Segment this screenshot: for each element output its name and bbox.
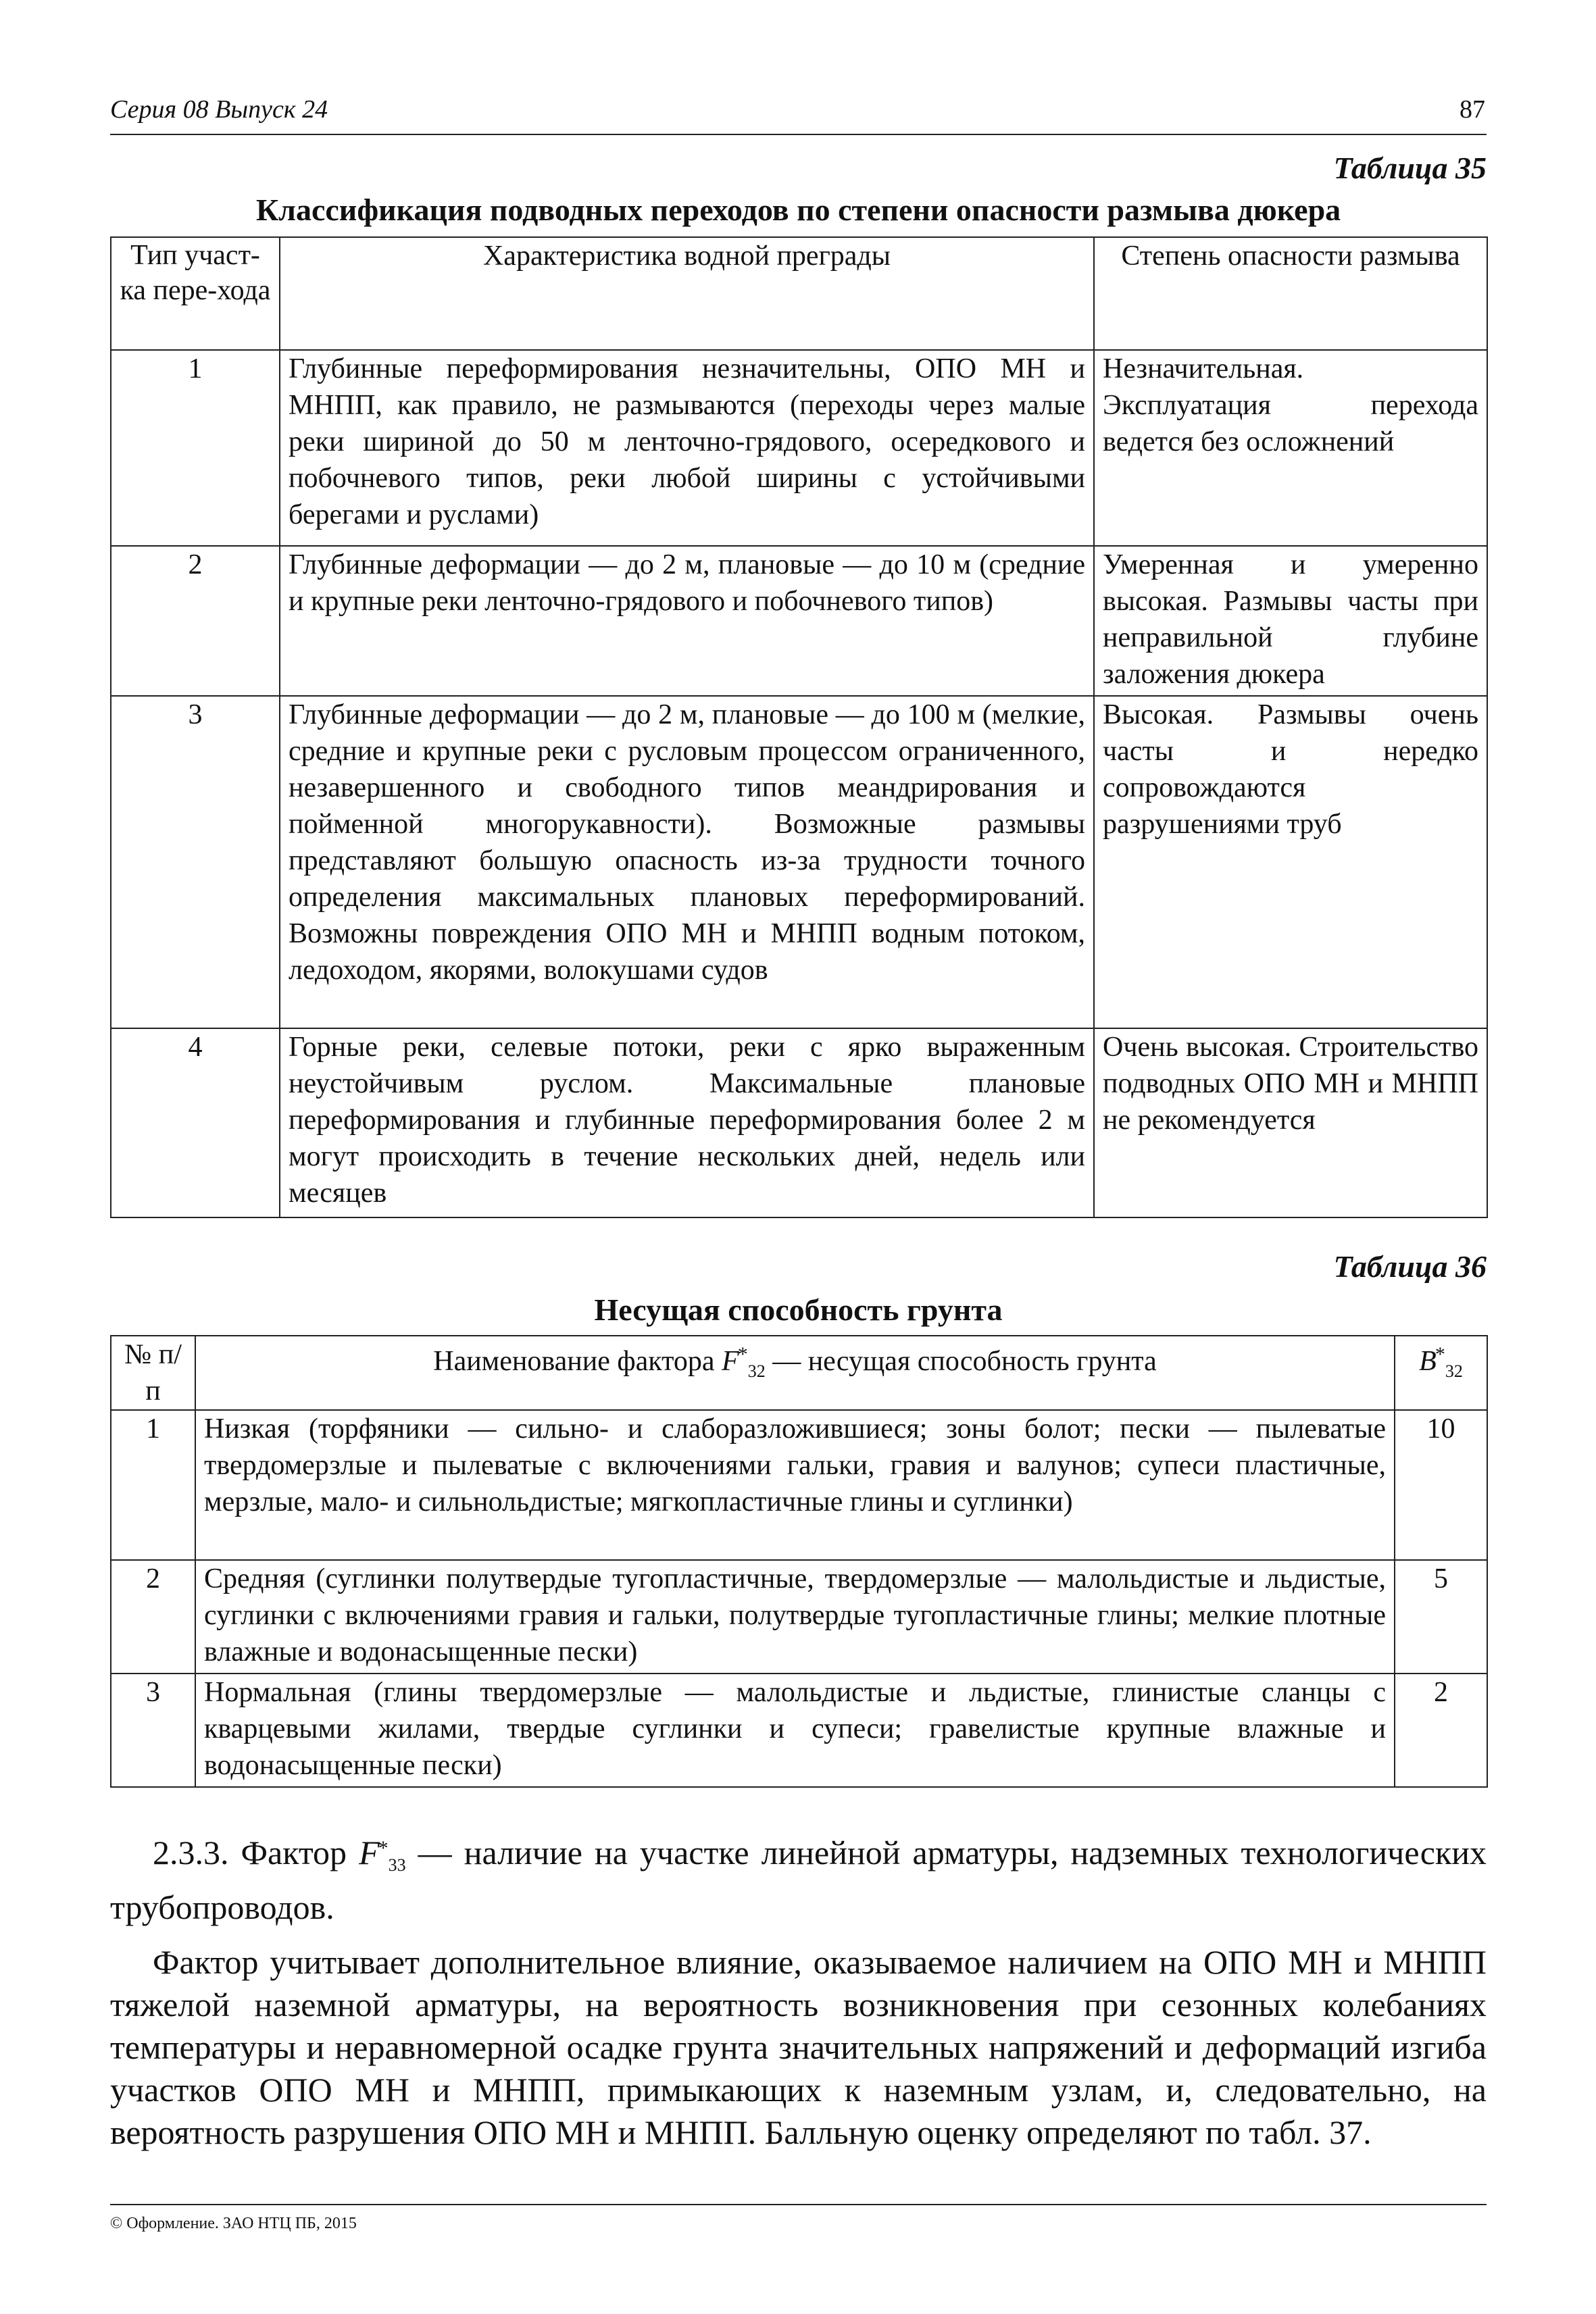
- table35-row-type: 3: [111, 696, 280, 1028]
- table35-header-characteristic: Характеристика водной преграды: [280, 237, 1094, 350]
- table35-row-danger: Незначительная. Эксплуатация перехода ведется без осложнений: [1094, 350, 1487, 546]
- table36: [110, 1335, 1488, 1788]
- table36-row-score: 10: [1395, 1410, 1487, 1560]
- table35-row-danger: Высокая. Размывы очень часты и нередко сопровождаются разрушениями труб: [1094, 696, 1487, 1028]
- table36-row-name: Средняя (суглинки полутвердые тугопластичные, твердомерзлые — малольдистые и льдистые, суглинки с включениями гравия и гальки, полутвердые тугопластичные глины; мелкие плотные влажные и водонасыщенные пески): [195, 1560, 1395, 1674]
- table-row: [111, 1560, 1487, 1674]
- table36-row-name: Нормальная (глины твердомерзлые — малольдистые и льдистые, глинистые сланцы с кварцевыми жилами, твердые суглинки и супеси; гравелистые крупные влажные и водонасыщенные пески): [195, 1674, 1395, 1787]
- table35-row-type: 1: [111, 350, 280, 546]
- table35-row-type: 4: [111, 1028, 280, 1217]
- table-row: [111, 696, 1487, 1028]
- table35-header-type: Тип участ-ка пере-хода: [111, 237, 280, 350]
- table-row: [111, 350, 1487, 546]
- table36-header-score: $B^*_{32}$: [1395, 1336, 1487, 1410]
- table35-row-danger: Очень высокая. Строительство подводных ОПО МН и МНПП не рекомендуется: [1094, 1028, 1487, 1217]
- table35-row-characteristic: Горные реки, селевые потоки, реки с ярко выраженным неустойчивым руслом. Максимальные плановые переформирования и глубинные переформирования более 2 м могут происходить в течение нескольких дней, недель или месяцев: [280, 1028, 1094, 1217]
- table35: [110, 236, 1488, 1218]
- table35-row-characteristic: Глубинные деформации — до 2 м, плановые — до 100 м (мелкие, средние и крупные реки с русловым процессом ограниченного, незавершенного и свободного типов меандрирования и пойменной многорукавности). Возможные размывы представляют большую опасность из-за трудности точного определения максимальных плановых переформирований. Возможны повреждения ОПО МН и МНПП водным потоком, ледоходом, якорями, волокушами судов: [280, 696, 1094, 1028]
- copyright-text: © Оформление. ЗАО НТЦ ПБ, 2015: [110, 2215, 357, 2232]
- table36-title: Несущая способность грунта: [594, 1292, 1003, 1327]
- table35-header-row: [111, 237, 1487, 350]
- table35-header-danger: Степень опасности размыва: [1094, 237, 1487, 350]
- paragraph-factor-f33: 2.3.3. Фактор $F^*_{33}$ — наличие на участке линейной арматуры, надземных технологических трубопроводов.: [110, 1834, 1487, 1926]
- table36-row-num: 3: [111, 1674, 195, 1787]
- table-row: [111, 1674, 1487, 1787]
- table36-header-num: № п/п: [111, 1336, 195, 1410]
- table36-caption: Таблица 36: [1333, 1249, 1487, 1284]
- table36-row-score: 2: [1395, 1674, 1487, 1787]
- table36-header-row: [111, 1336, 1487, 1410]
- table-row: [111, 546, 1487, 696]
- factor-symbol: F: [722, 1346, 739, 1377]
- table36-header-factor: Наименование фактора $F^*_{32}$ — несущая способность грунта: [195, 1336, 1395, 1410]
- table35-row-characteristic: Глубинные переформирования незначительны, ОПО МН и МНПП, как правило, не размываются (переходы через малые реки шириной до 50 м ленточно-грядового, осередкового и побочневого типов, реки любой ширины с устойчивыми берегами и руслами): [280, 350, 1094, 546]
- table35-title: Классификация подводных переходов по степени опасности размыва дюкера: [255, 193, 1341, 227]
- paragraph-factor-explanation: Фактор учитывает дополнительное влияние, оказываемое наличием на ОПО МН и МНПП тяжелой наземной арматуры, на вероятность возникновения при сезонных колебаниях температуры и неравномерной осадке грунта значительных напряжений и деформаций изгиба участков ОПО МН и МНПП, примыкающих к наземным узлам, и, следовательно, на вероятность разрушения ОПО МН и МНПП. Балльную оценку определяют по табл. 37.: [110, 1943, 1487, 2151]
- page-footer: [110, 2204, 1487, 2233]
- section-text: [110, 1827, 1487, 2154]
- series-label: Серия 08 Выпуск 24: [110, 95, 328, 124]
- table35-row-characteristic: Глубинные деформации — до 2 м, плановые — до 10 м (средние и крупные реки ленточно-грядового и побочневого типов): [280, 546, 1094, 696]
- table36-row-name: Низкая (торфяники — сильно- и слаборазложившиеся; зоны болот; пески — пылеватые твердомерзлые и пылеватые с включениями гальки, гравия и валунов; супеси пластичные, мерзлые, мало- и сильнольдистые; мягкопластичные глины и суглинки): [195, 1410, 1395, 1560]
- table35-row-type: 2: [111, 546, 280, 696]
- table36-row-score: 5: [1395, 1560, 1487, 1674]
- page-number: 87: [1460, 95, 1485, 124]
- page-header: [110, 95, 1487, 135]
- table36-row-num: 2: [111, 1560, 195, 1674]
- table36-row-num: 1: [111, 1410, 195, 1560]
- factor-symbol: F: [359, 1834, 380, 1871]
- table-row: [111, 1028, 1487, 1217]
- table35-caption: Таблица 35: [1333, 151, 1487, 185]
- table-row: [111, 1410, 1487, 1560]
- table35-row-danger: Умеренная и умеренно высокая. Размывы часты при неправильной глубине заложения дюкера: [1094, 546, 1487, 696]
